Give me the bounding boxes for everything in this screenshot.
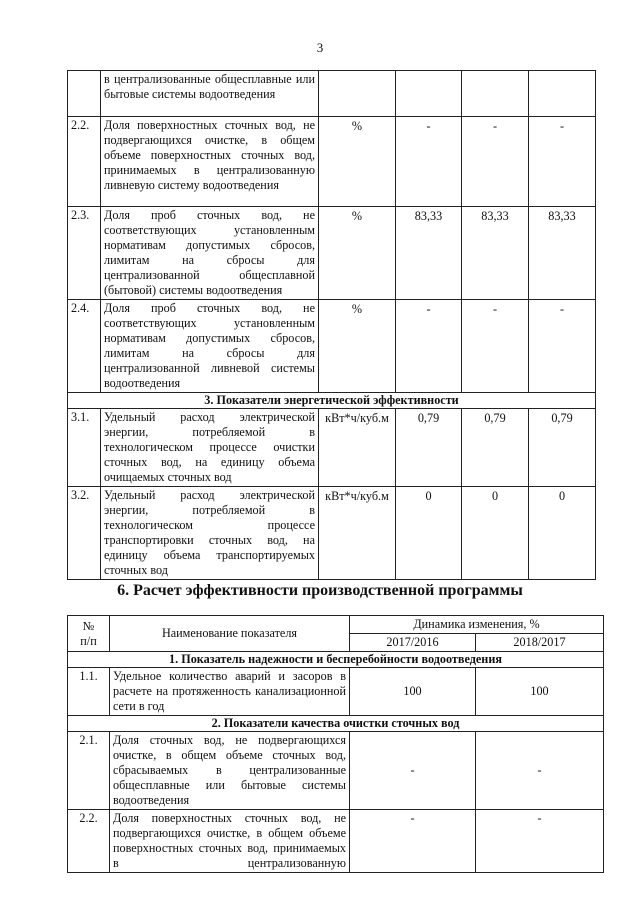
header-num-line1: № bbox=[82, 618, 95, 633]
indicator-name: Доля поверхностных сточных вод, не подвергающихся очистке, в общем объеме поверхностных сточных вод, принимаемых в централизованную bbox=[110, 810, 350, 873]
indicator-name: Удельный расход электрической энергии, потребляемой в технологическом процессе очистки сточных вод, на единицу объема очищаемых сточных вод bbox=[101, 409, 319, 487]
header-col-2018-2017: 2018/2017 bbox=[476, 634, 604, 652]
header-name: Наименование показателя bbox=[110, 616, 350, 652]
indicator-name: Доля проб сточных вод, не соответствующих установленным нормативам допустимых сбросов, лимитам на сбросы для централизованной ливневой системы водоотведения bbox=[101, 300, 319, 393]
value-2017-2016: - bbox=[350, 732, 476, 810]
value-2018: 83,33 bbox=[529, 207, 596, 300]
value-2017-2016: - bbox=[350, 810, 476, 873]
value-2017: - bbox=[462, 117, 529, 207]
value-2017 bbox=[462, 71, 529, 117]
value-2018-2017: - bbox=[476, 810, 604, 873]
value-2018: 0 bbox=[529, 487, 596, 580]
table-row bbox=[68, 409, 596, 487]
value-2018 bbox=[529, 71, 596, 117]
header-dynamics: Динамика изменения, % bbox=[350, 616, 604, 634]
value-2017: 83,33 bbox=[462, 207, 529, 300]
section-row bbox=[68, 716, 604, 732]
section-title-quality: 2. Показатели качества очистки сточных вод bbox=[68, 716, 604, 732]
indicator-name: Доля поверхностных сточных вод, не подвергающихся очистке, в общем объеме поверхностных сточных вод, принимаемых в централизованную ливневую систему водоотведения bbox=[101, 117, 319, 207]
header-num-line2: п/п bbox=[80, 633, 97, 648]
row-number: 3.2. bbox=[68, 487, 101, 580]
row-number: 2.2. bbox=[68, 810, 110, 873]
value-2018-2017: - bbox=[476, 732, 604, 810]
unit: кВт*ч/куб.м bbox=[319, 409, 396, 487]
row-number: 2.2. bbox=[68, 117, 101, 207]
table-row bbox=[68, 71, 596, 117]
table-row bbox=[68, 668, 604, 716]
value-2016: 0 bbox=[396, 487, 462, 580]
table-row bbox=[68, 300, 596, 393]
row-number: 2.3. bbox=[68, 207, 101, 300]
section-title-reliability: 1. Показатель надежности и бесперебойности водоотведения bbox=[68, 652, 604, 668]
unit: % bbox=[319, 207, 396, 300]
unit bbox=[319, 71, 396, 117]
value-2016: 0,79 bbox=[396, 409, 462, 487]
unit: % bbox=[319, 117, 396, 207]
value-2018: - bbox=[529, 300, 596, 393]
section-row bbox=[68, 393, 596, 409]
header-row bbox=[68, 616, 604, 634]
efficiency-table bbox=[67, 615, 604, 873]
row-number: 2.4. bbox=[68, 300, 101, 393]
row-number: 1.1. bbox=[68, 668, 110, 716]
section-row bbox=[68, 652, 604, 668]
table-row bbox=[68, 487, 596, 580]
value-2018-2017: 100 bbox=[476, 668, 604, 716]
indicator-name: Удельное количество аварий и засоров в расчете на протяженность канализационной сети в год bbox=[110, 668, 350, 716]
value-2016: - bbox=[396, 117, 462, 207]
value-2016 bbox=[396, 71, 462, 117]
header-num bbox=[68, 616, 110, 652]
table-row bbox=[68, 810, 604, 873]
indicator-name: Доля сточных вод, не подвергающихся очистке, в общем объеме сточных вод, сбрасываемых в централизованные общесплавные или бытовые системы водоотведения bbox=[110, 732, 350, 810]
value-2016: - bbox=[396, 300, 462, 393]
table-row bbox=[68, 732, 604, 810]
unit: % bbox=[319, 300, 396, 393]
indicator-name: Удельный расход электрической энергии, потребляемой в технологическом процессе транспортировки сточных вод, на единицу объема транспортируемых сточных вод bbox=[101, 487, 319, 580]
indicator-name: Доля проб сточных вод, не соответствующих установленным нормативам допустимых сбросов, лимитам на сбросы для централизованной общесплавной (бытовой) системы водоотведения bbox=[101, 207, 319, 300]
value-2018: 0,79 bbox=[529, 409, 596, 487]
section-title-energy: 3. Показатели энергетической эффективности bbox=[68, 393, 596, 409]
row-number bbox=[68, 71, 101, 117]
page-number: 3 bbox=[316, 40, 324, 55]
row-number: 3.1. bbox=[68, 409, 101, 487]
row-number: 2.1. bbox=[68, 732, 110, 810]
table-row bbox=[68, 117, 596, 207]
value-2018: - bbox=[529, 117, 596, 207]
value-2017: - bbox=[462, 300, 529, 393]
value-2017-2016: 100 bbox=[350, 668, 476, 716]
unit: кВт*ч/куб.м bbox=[319, 487, 396, 580]
section-heading-6: 6. Расчет эффективности производственной программы bbox=[117, 582, 523, 599]
table-row bbox=[68, 207, 596, 300]
value-2017: 0 bbox=[462, 487, 529, 580]
indicators-table-continued bbox=[67, 70, 596, 580]
value-2016: 83,33 bbox=[396, 207, 462, 300]
header-col-2017-2016: 2017/2016 bbox=[350, 634, 476, 652]
value-2017: 0,79 bbox=[462, 409, 529, 487]
indicator-name: в централизованные общесплавные или бытовые системы водоотведения bbox=[101, 71, 319, 117]
